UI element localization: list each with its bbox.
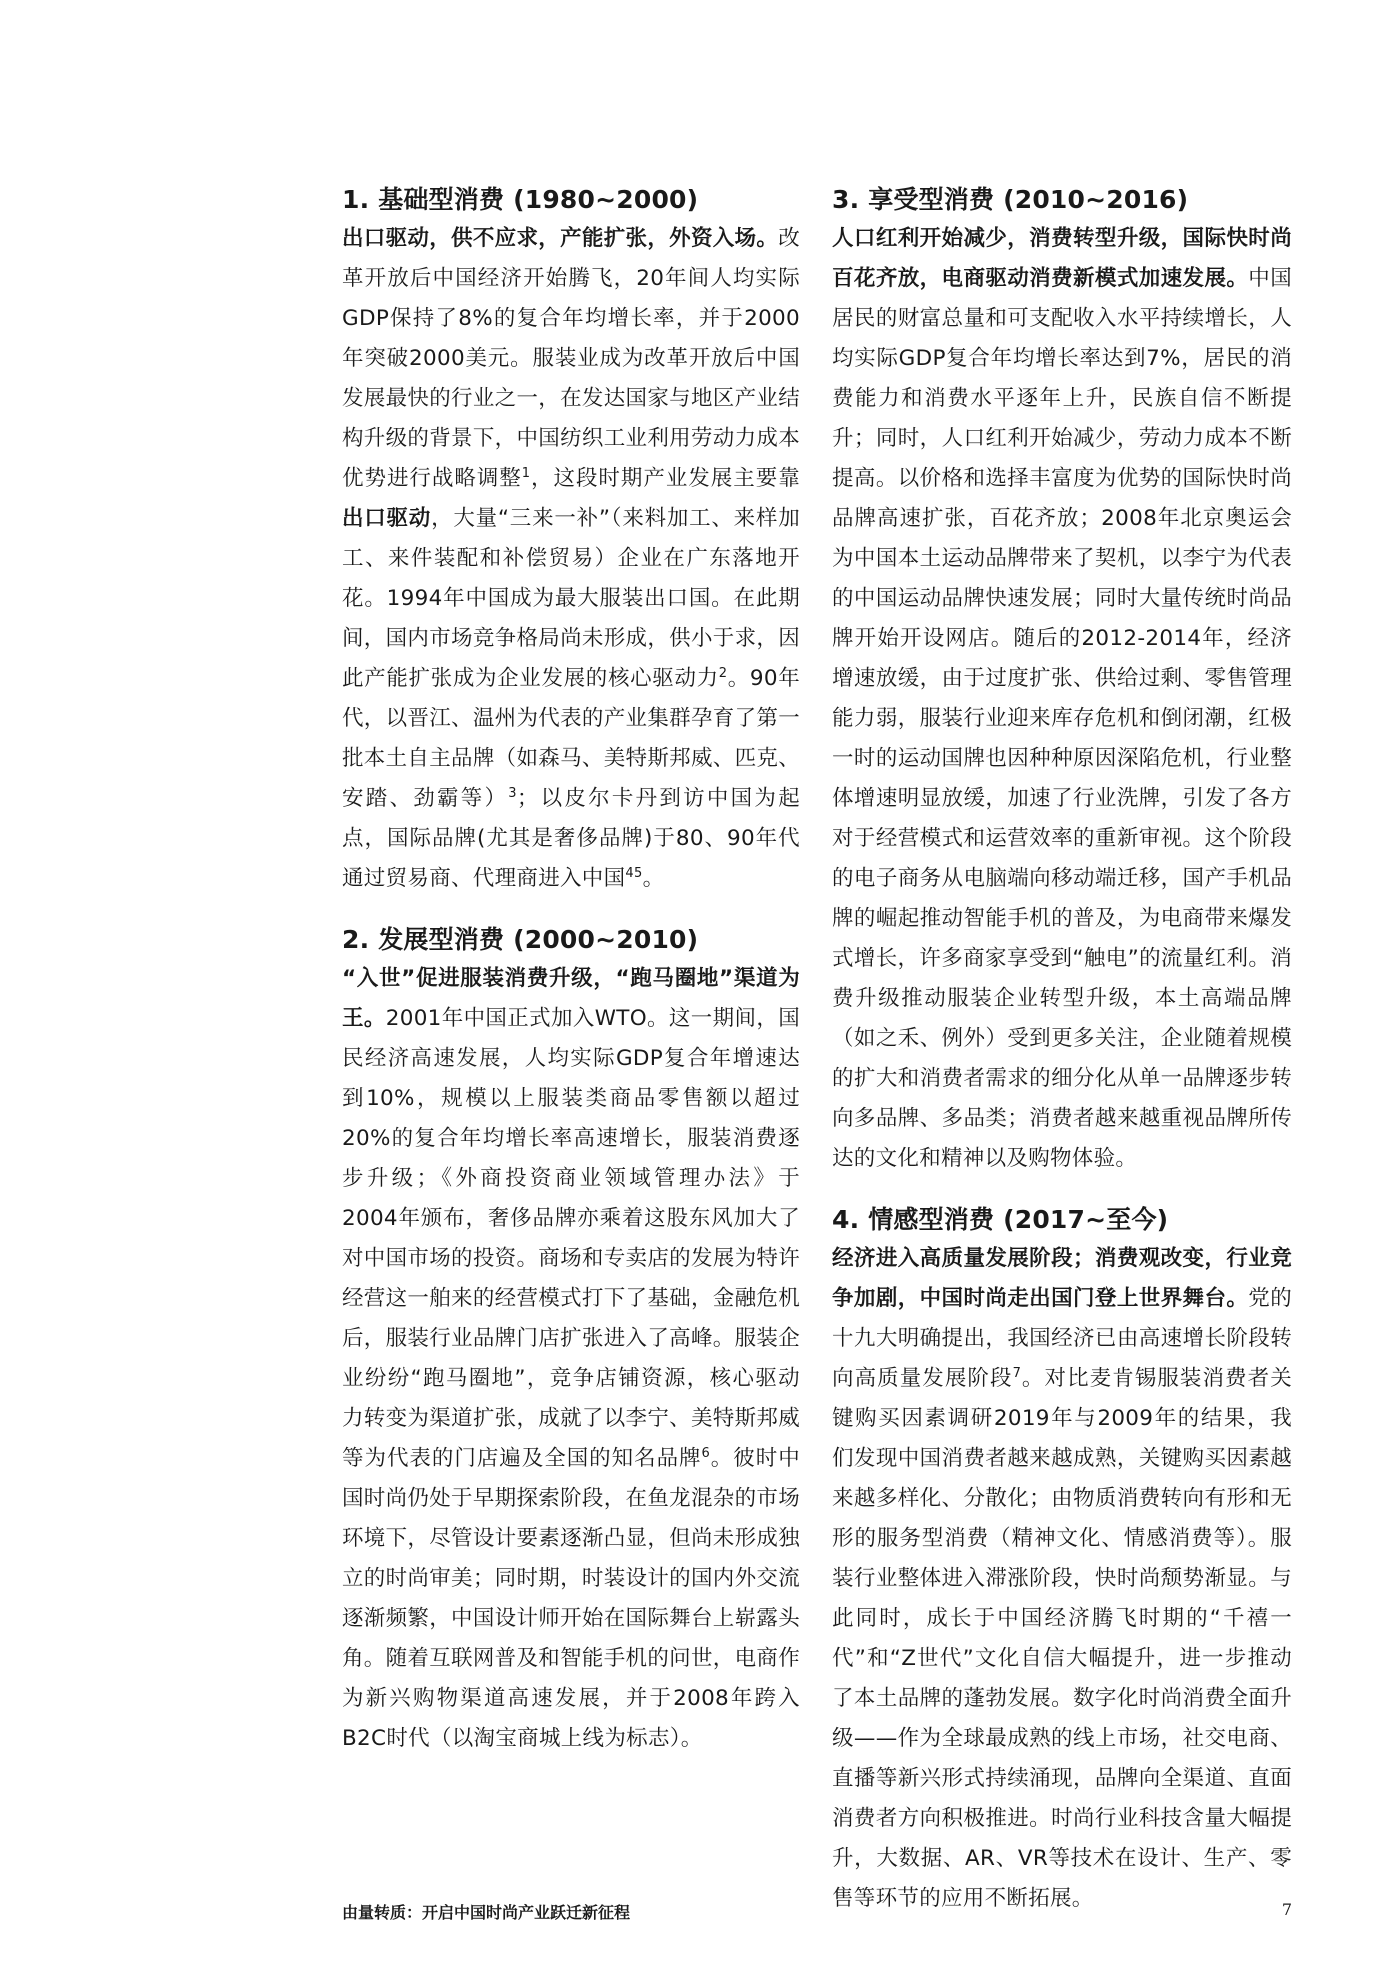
bold-phrase: 出口驱动 (342, 506, 432, 531)
section-basic-consumption (342, 181, 800, 899)
section-heading: 3. 享受型消费 (2010~2016) (832, 185, 1189, 214)
text-run: 改革开放后中国经济开始腾飞，20年间人均实际GDP保持了8%的复合年均增长率，并于2000年突破2000美元。服装业成为改革开放后中国发展最快的行业之一，在发达国家与地区产业结构升级的背景下，中国纺织工业利用劳动力成本优势进行战略调整 (342, 226, 800, 491)
section-lead: 人口红利开始减少，消费转型升级，国际快时尚百花齐放，电商驱动消费新模式加速发展。 (832, 226, 1292, 291)
footnote-ref: 3 (508, 785, 517, 801)
section-text (342, 226, 800, 891)
section-enjoyment-consumption (832, 181, 1292, 1179)
footer-title: 由量转质：开启中国时尚产业跃迁新征程 (342, 1903, 631, 1922)
text-run: 。彼时中国时尚仍处于早期探索阶段，在鱼龙混杂的市场环境下，尽管设计要素逐渐凸显，但尚未形成独立的时尚审美；同时期，时装设计的国内外交流逐渐频繁，中国设计师开始在国际舞台上崭露头角。随着互联网普及和智能手机的问世，电商作为新兴购物渠道高速发展，并于2008年跨入B2C时代（以淘宝商城上线为标志）。 (342, 1446, 800, 1751)
left-column (342, 181, 800, 1781)
right-column (832, 181, 1292, 1941)
section-body (342, 219, 800, 899)
footnote-ref: 45 (625, 865, 643, 881)
section-lead: 经济进入高质量发展阶段；消费观改变，行业竞争加剧，中国时尚走出国门登上世界舞台。 (832, 1246, 1292, 1311)
text-run: 。对比麦肯锡服装消费者关键购买因素调研2019年与2009年的结果，我们发现中国消费者越来越成熟，关键购买因素越来越多样化、分散化；由物质消费转向有形和无形的服务型消费（精神文化、情感消费等）。服装行业整体进入滞涨阶段，快时尚颓势渐显。与此同时，成长于中国经济腾飞时期的“千禧一代”和“Z世代”文化自信大幅提升，进一步推动了本土品牌的蓬勃发展。数字化时尚消费全面升级——作为全球最成熟的线上市场，社交电商、直播等新兴形式持续涌现，品牌向全渠道、直面消费者方向积极推进。时尚行业科技含量大幅提升，大数据、AR、VR等技术在设计、生产、零售等环节的应用不断拓展。 (832, 1366, 1293, 1911)
section-lead: 出口驱动，供不应求，产能扩张，外资入场。 (342, 226, 779, 251)
text-run: ；以皮尔卡丹到访中国为起点，国际品牌(尤其是奢侈品牌)于80、90年代通过贸易商、代理商进入中国 (342, 786, 800, 891)
footnote-ref: 2 (718, 665, 728, 681)
section-heading: 4. 情感型消费 (2017~至今) (832, 1205, 1169, 1234)
section-body (832, 1239, 1292, 1919)
text-run: 。 (642, 866, 665, 891)
section-development-consumption (342, 921, 800, 1759)
text-run: 。90年代，以晋江、温州为代表的产业集群孕育了第一批本土自主品牌（如森马、美特斯邦威、匹克、安踏、劲霸等） (342, 666, 800, 811)
section-emotional-consumption (832, 1201, 1292, 1919)
footnote-ref: 7 (1012, 1365, 1022, 1381)
text-run: ，这段时期产业发展主要靠 (530, 466, 800, 491)
footnote-ref: 1 (521, 465, 531, 481)
section-text (832, 1286, 1292, 1911)
section-lead: “入世”促进服装消费升级，“跑马圈地”渠道为王。 (342, 966, 800, 1031)
section-text (832, 266, 1292, 1171)
footnote-ref: 6 (701, 1445, 711, 1461)
text-run: ，大量“三来一补”（来料加工、来样加工、来件装配和补偿贸易）企业在广东落地开花。1994年中国成为最大服装出口国。在此期间，国内市场竞争格局尚未形成，供小于求，因此产能扩张成为企业发展的核心驱动力 (342, 506, 801, 691)
section-text (342, 1006, 800, 1751)
section-body (342, 959, 800, 1759)
text-run: 党的十九大明确提出，我国经济已由高速增长阶段转向高质量发展阶段 (832, 1286, 1292, 1391)
section-body (832, 219, 1292, 1179)
text-run: 2001年中国正式加入WTO。这一期间，国民经济高速发展，人均实际GDP复合年增速达到10%，规模以上服装类商品零售额以超过20%的复合年均增长率高速增长，服装消费逐步升级；《外商投资商业领域管理办法》于2004年颁布，奢侈品牌亦乘着这股东风加大了对中国市场的投资。商场和专卖店的发展为特许经营这一舶来的经营模式打下了基础，金融危机后，服装行业品牌门店扩张进入了高峰。服装企业纷纷“跑马圈地”，竞争店铺资源，核心驱动力转变为渠道扩张，成就了以李宁、美特斯邦威等为代表的门店遍及全国的知名品牌 (342, 1006, 800, 1471)
section-heading: 1. 基础型消费 (1980~2000) (342, 185, 699, 214)
section-heading: 2. 发展型消费 (2000~2010) (342, 925, 699, 954)
page-number: 7 (1281, 1900, 1292, 1919)
text-run: 中国居民的财富总量和可支配收入水平持续增长，人均实际GDP复合年均增长率达到7%，居民的消费能力和消费水平逐年上升，民族自信不断提升；同时，人口红利开始减少，劳动力成本不断提高。以价格和选择丰富度为优势的国际快时尚品牌高速扩张，百花齐放；2008年北京奥运会为中国本土运动品牌带来了契机，以李宁为代表的中国运动品牌快速发展；同时大量传统时尚品牌开始开设网店。随后的2012-2014年，经济增速放缓，由于过度扩张、供给过剩、零售管理能力弱，服装行业迎来库存危机和倒闭潮，红极一时的运动国牌也因种种原因深陷危机，行业整体增速明显放缓，加速了行业洗牌，引发了各方对于经营模式和运营效率的重新审视。这个阶段的电子商务从电脑端向移动端迁移，国产手机品牌的崛起推动智能手机的普及，为电商带来爆发式增长，许多商家享受到“触电”的流量红利。消费升级推动服装企业转型升级，本土高端品牌（如之禾、例外）受到更多关注，企业随着规模的扩大和消费者需求的细分化从单一品牌逐步转向多品牌、多品类；消费者越来越重视品牌所传达的文化和精神以及购物体验。 (832, 266, 1292, 1171)
